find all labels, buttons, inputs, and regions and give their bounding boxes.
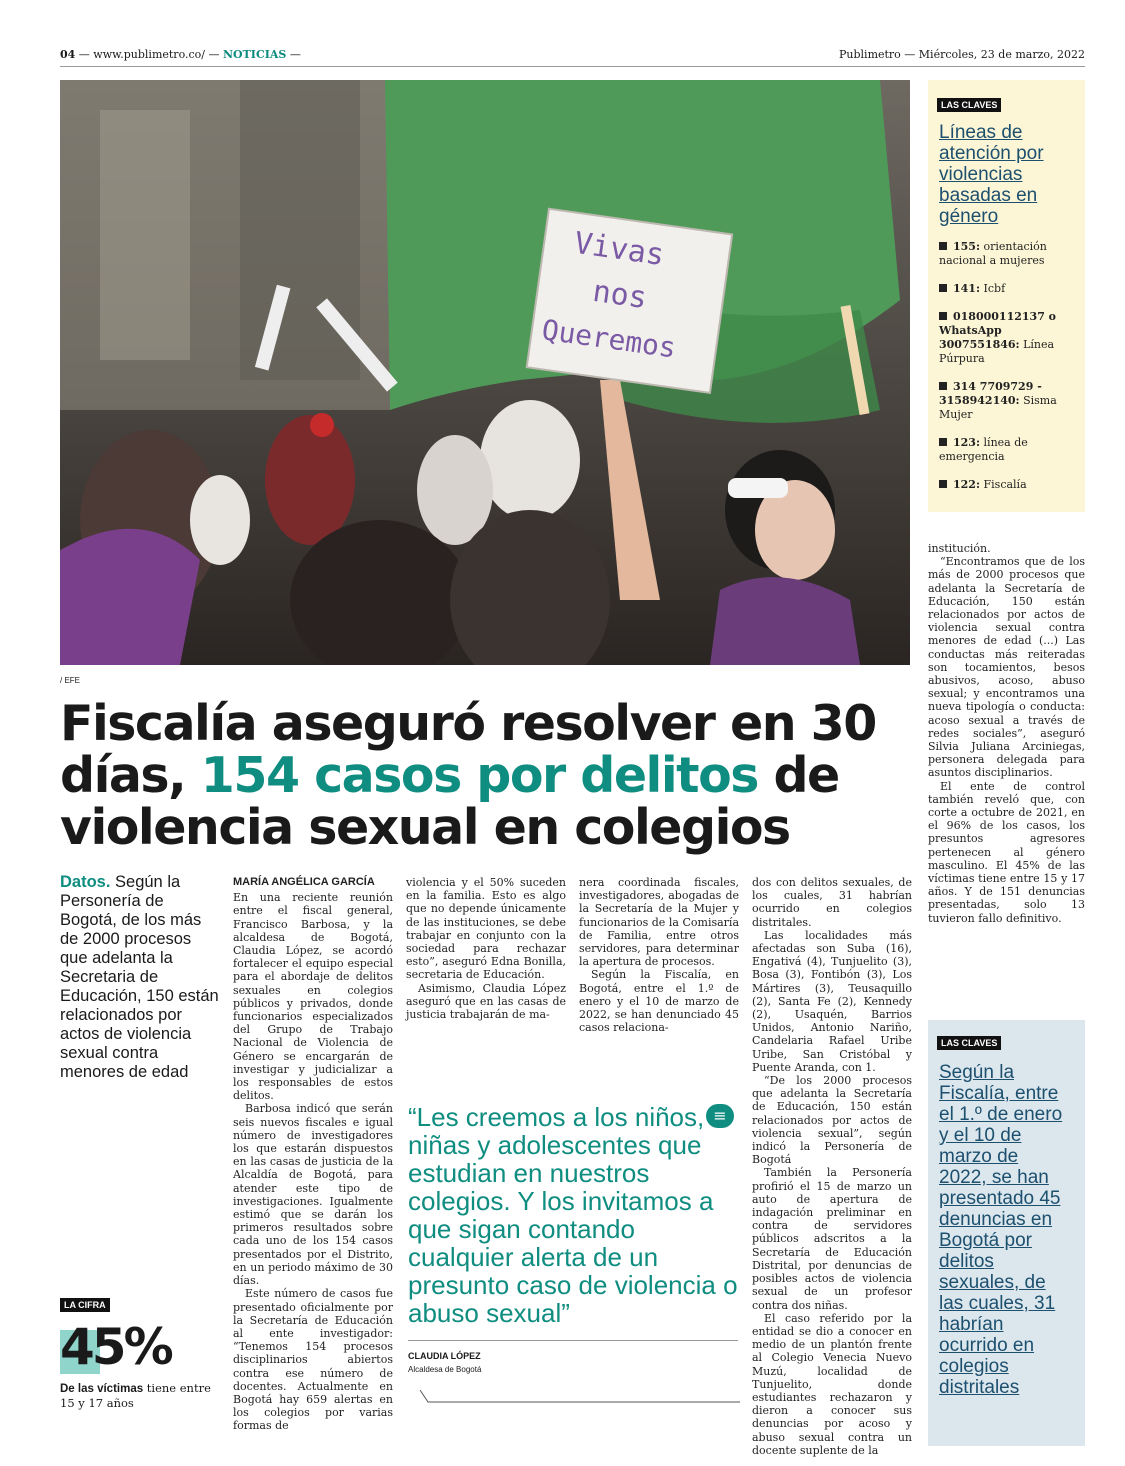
article-col-2	[406, 876, 566, 1021]
claves-tag: LAS CLAVES	[937, 1036, 1001, 1050]
section-tail: —	[286, 48, 301, 61]
speech-bubble-icon: ≡	[706, 1104, 734, 1128]
cifra-tag: LA CIFRA	[60, 1298, 110, 1312]
cifra-caption-bold: De las víctimas	[60, 1383, 144, 1395]
paragraph: Asimismo, Claudia López aseguró que en las casas de justicia trabajarán de ma-	[406, 981, 566, 1022]
article-col-4	[752, 876, 912, 1457]
claves-title: Líneas de atención por violencias basadas en género	[939, 122, 1044, 227]
header-date: Publimetro — Miércoles, 23 de marzo, 2022	[839, 48, 1085, 61]
claves-item-text: Línea Púrpura	[939, 338, 1055, 365]
claves-box-fiscalia	[928, 1020, 1085, 1446]
headline-part-1: Fiscalía aseguró resolver en 30 días,	[60, 695, 876, 804]
header-left	[60, 48, 301, 61]
headline-part-2: de violencia sexual en colegios	[60, 747, 839, 856]
claves-list	[939, 240, 1079, 506]
list-item	[939, 380, 1079, 422]
claves-item-number: 314 7709729 - 3158942140:	[939, 380, 1042, 407]
paragraph: El caso referido por la entidad se dio a conocer en medio de un plantón frente al Colegio Venecia Nuevo Muzú, localidad de Tunjuelito, donde estudiantes rechazaron y dieron a conocer sus denuncias por acoso y abuso sexual contra un docente suplente de la	[752, 1311, 912, 1457]
placard-line-3: Queremos	[539, 313, 678, 365]
lede-keyword: Datos.	[60, 873, 111, 891]
list-item	[939, 478, 1079, 492]
site-url: — www.publimetro.co/ —	[75, 48, 223, 61]
paragraph: institución.	[928, 542, 991, 555]
claves-item-text: Icbf	[980, 282, 1006, 295]
paragraph: También la Personería profirió el 15 de marzo un auto de apertura de indagación preliminar en contra de servidores públicos adscritos a la Secretaría de Educación Distrital, por denuncias de posibles actos de violencia sexual de un profesor contra dos niñas.	[752, 1166, 912, 1312]
cifra-number: 45%	[60, 1318, 171, 1376]
list-item	[939, 310, 1079, 366]
headline-highlight: 154 casos por delitos	[200, 747, 758, 804]
protest-photo	[60, 80, 910, 665]
claves-item-number: 141:	[953, 282, 981, 295]
cifra-caption	[60, 1381, 220, 1410]
paragraph: Las localidades más afectadas son Suba (16), Engativá (4), Tunjuelito (3), Bosa (3), Fontibón (3), Los Mártires (3), Teusaquillo (2), Santa Fe (2), Kennedy (2), Usaquén, Barrios Unidos, Antonio Nariño, Candelaria Rafael Uribe Uribe, San Cristóbal y Puente Aranda, con 1.	[752, 928, 912, 1074]
claves-item-text: línea de emergencia	[939, 436, 1028, 463]
article-col-1	[233, 876, 393, 1433]
paragraph: El ente de control también reveló que, con corte a octubre de 2021, en el 96% de los casos, los presuntos agresores pertenecen al género masculino. El 45% de las víctimas tiene entre 15 y 17 años. Y de 151 denuncias presentadas, solo 13 tuvieron fallo definitivo.	[928, 779, 1085, 925]
list-item	[939, 282, 1079, 296]
quote-author: CLAUDIA LÓPEZ	[408, 1351, 481, 1361]
claves-item-text: Sisma Mujer	[939, 394, 1057, 421]
paragraph: violencia y el 50% suceden en la familia. Esto es algo que no depende únicamente de las instituciones, se debe trabajar en conjunto con la sociedad para rechazar esto”, aseguró Edna Bonilla, secretaria de Educación.	[406, 876, 566, 982]
page-header	[60, 48, 1085, 67]
quote-divider	[408, 1340, 738, 1341]
quote-role: Alcaldesa de Bogotá	[408, 1365, 482, 1374]
pull-quote: “Les creemos a los niños, niñas y adolescentes que estudian en nuestros colegios. Y los invitamos a que sigan contando cualquier alerta de un presunto caso de violencia o abuso sexual”	[408, 1102, 738, 1328]
claves-fiscalia-text: Según la Fiscalía, entre el 1.º de enero y el 10 de marzo de 2022, se han presentado 45 denuncias en Bogotá por delitos sexuales, de las cuales, 31 habrían ocurrido en colegios distritales	[939, 1062, 1063, 1398]
cifra-tag-wrapper	[60, 1293, 110, 1312]
claves-item-number: 123:	[953, 436, 981, 449]
claves-item-number: 155:	[953, 240, 981, 253]
placard-line-1: Vivas	[571, 225, 667, 274]
placard-line-2: nos	[590, 273, 650, 317]
article-col-3	[579, 876, 739, 1034]
page-number: 04	[60, 48, 76, 61]
paragraph: En una reciente reunión entre el fiscal general, Francisco Barbosa, y la alcaldesa de Bogotá, Claudia López, se acordó fortalecer el equipo especial para el abordaje de delitos sexuales en colegios públicos y privados, donde funcionarios especializados del Grupo de Trabajo Nacional de Violencia de Género se encargarán de investigar y judicializar a los responsables de estos delitos.	[233, 891, 393, 1103]
photo-credit: / EFE	[60, 676, 81, 685]
claves-box-lines	[928, 80, 1085, 512]
section-name: NOTICIAS	[222, 48, 287, 61]
claves-item-number: 122:	[953, 478, 981, 491]
list-item	[939, 436, 1079, 464]
lede	[60, 873, 220, 1082]
claves-item-number: 018000112137 o WhatsApp 3007551846:	[939, 310, 1057, 351]
quote-bottom-rule	[420, 1390, 740, 1404]
paragraph: “Encontramos que de los más de 2000 procesos que adelanta la Secretaría de Educación, 150 están relacionados por actos de violencia sexual contra menores de edad (...) Las conductas más reiteradas son tocamientos, besos abusivos, acoso, abuso sexual; y encontramos una nueva tipología o conducta: acoso sexual a través de redes sociales”, aseguró Silvia Juliana Arciniegas, personera delegada para asuntos disciplinarios.	[928, 555, 1085, 780]
byline: MARÍA ANGÉLICA GARCÍA	[233, 876, 375, 888]
paragraph: Barbosa indicó que serán seis nuevos fiscales e igual número de investigadores los que estarán dispuestos en las casas de justicia de la Alcaldía de Bogotá, para atender este tipo de investigaciones. Igualmente estimó que se darán los primeros resultados sobre cada uno de los 154 casos presentados por el Distrito, en un periodo máximo de 30 días.	[233, 1102, 393, 1288]
paragraph: Este número de casos fue presentado oficialmente por la Secretaría de Educación al ente investigador: “Tenemos 154 procesos disciplinarios abiertos contra ese número de docentes. Actualmente en Bogotá hay 659 alertas en los colegios por varias formas de	[233, 1287, 393, 1433]
article-col-5	[928, 542, 1085, 925]
list-item	[939, 240, 1079, 268]
claves-tag: LAS CLAVES	[937, 98, 1001, 112]
claves-item-text: orientación nacional a mujeres	[939, 240, 1047, 267]
claves-item-text: Fiscalía	[980, 478, 1027, 491]
paragraph: Según la Fiscalía, en Bogotá, entre el 1.º de enero y el 10 de marzo de 2022, se han denunciado 45 casos relaciona-	[579, 968, 739, 1035]
protest-photo-svg	[60, 80, 910, 665]
paragraph: “De los 2000 procesos que adelanta la Secretaría de Educación, 150 están relacionados por actos de violencia sexual”, según indicó la Personería de Bogotá	[752, 1074, 912, 1167]
headline	[60, 695, 920, 856]
cifra-caption-text: tiene entre 15 y 17 años	[60, 1381, 211, 1410]
paragraph: nera coordinada fiscales, investigadores, abogadas de la Secretaría de la Mujer y funcionarios de la Comisaría de Familia, entre otros servidores, para determinar la apertura de procesos.	[579, 876, 739, 969]
paragraph: dos con delitos sexuales, de los cuales, 31 habrían ocurrido en colegios distritales.	[752, 876, 912, 929]
lede-text: Según la Personería de Bogotá, de los más de 2000 procesos que adelanta la Secretaria de Educación, 150 están relacionados por actos de violencia sexual contra menores de edad	[60, 873, 219, 1081]
